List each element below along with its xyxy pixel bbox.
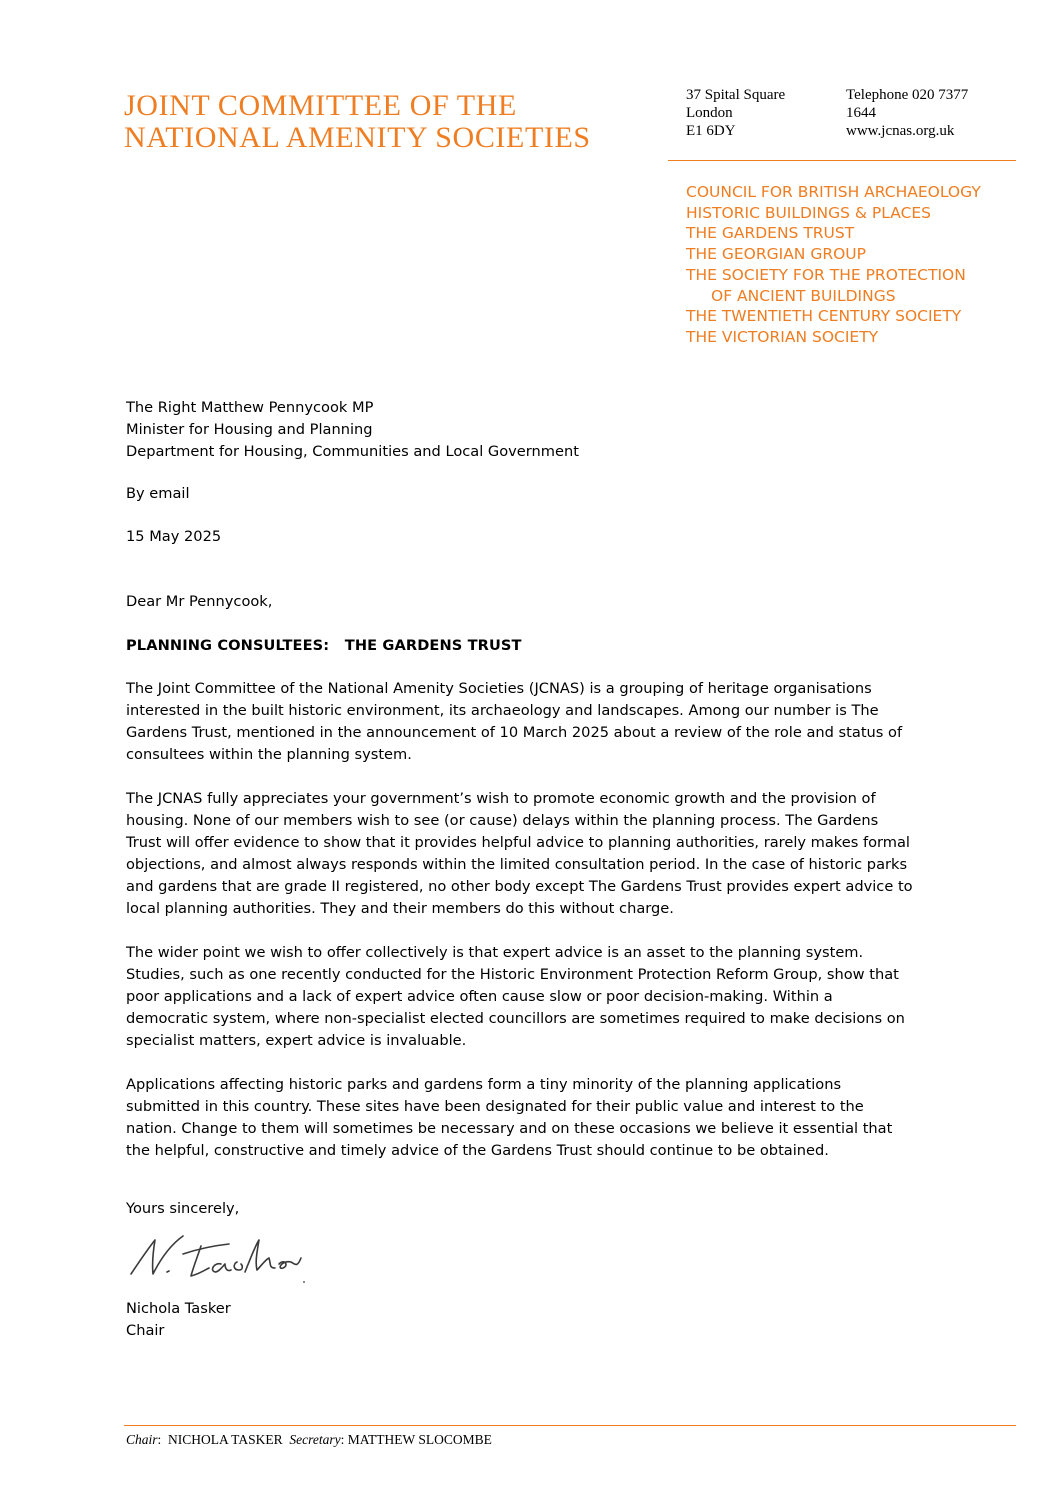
recipient-department: Department for Housing, Communities and Local Government [126,443,579,460]
postal-address [686,86,785,140]
subject-line: PLANNING CONSULTEES: THE GARDENS TRUST [126,637,522,654]
recipient-name: The Right Matthew Pennycook MP [126,399,374,416]
signatory-name: Nichola Tasker [126,1300,231,1317]
organisation-name [124,90,591,154]
member-society: THE GARDENS TRUST [686,224,855,243]
member-society: THE VICTORIAN SOCIETY [686,327,879,346]
member-society: THE TWENTIETH CENTURY SOCIETY [686,307,962,326]
member-society: HISTORIC BUILDINGS & PLACES [686,203,932,222]
secretary-label: Secretary [289,1432,341,1447]
member-society: THE SOCIETY FOR THE PROTECTION [686,265,966,284]
address-line: E1 6DY [686,123,736,139]
member-society: THE GEORGIAN GROUP [686,245,866,264]
letter-date: 15 May 2025 [126,528,222,545]
website-address: www.jcnas.org.uk [846,123,955,139]
body-paragraph: Applications affecting historic parks and gardens form a tiny minority of the planning applications submitted in this country. These sites have been designated for their public value and interest to the nation. Change to them will sometimes be necessary and on these occasions we believe it essential that the helpful, constructive and timely advice of the Gardens Trust should continue to be obtained. [126,1076,893,1159]
chair-label: Chair [126,1432,158,1447]
organisation-name-line-2: NATIONAL AMENITY SOCIETIES [124,121,591,154]
organisation-name-line-1: JOINT COMMITTEE OF THE [124,89,517,122]
address-line: 37 Spital Square [686,87,786,103]
header-divider [668,160,1016,161]
body-paragraph: The Joint Committee of the National Amenity Societies (JCNAS) is a grouping of heritage organisations interested in the built historic environment, its archaeology and landscapes. Among our number is The Gardens Trust, mentioned in the announcement of 10 March 2025 about a review of the role and status of consultees within the planning system. [126,680,903,763]
secretary-name: MATTHEW SLOCOMBE [347,1432,492,1447]
recipient-title: Minister for Housing and Planning [126,421,373,438]
chair-name: NICHOLA TASKER [168,1432,283,1447]
signatory [126,1298,916,1342]
complimentary-close: Yours sincerely, [126,1200,240,1217]
contact-details [846,86,996,140]
body-paragraph: The wider point we wish to offer collectively is that expert advice is an asset to the planning system. Studies, such as one recently conducted for the Historic Environment Protection Reform Group, show that poor applications and a lack of expert advice often cause slow or poor decision-making. Within a democratic system, where non-specialist elected councillors are sometimes required to make decisions on specialist matters, expert advice is invaluable. [126,944,905,1049]
delivery-method: By email [126,485,190,502]
member-society: COUNCIL FOR BRITISH ARCHAEOLOGY [686,183,981,201]
telephone-number: Telephone 020 7377 1644 [846,87,969,121]
footer-officers: Chair: NICHOLA TASKER Secretary: MATTHEW SLOCOMBE [126,1432,492,1447]
member-societies-list [686,182,981,348]
letter-body [126,678,916,1184]
member-society-continuation: OF ANCIENT BUILDINGS [711,286,896,305]
salutation: Dear Mr Pennycook, [126,593,273,610]
footer-divider [124,1425,1016,1426]
signatory-title: Chair [126,1322,165,1339]
handwritten-signature [125,1228,310,1288]
body-paragraph: The JCNAS fully appreciates your government’s wish to promote economic growth and the provision of housing. None of our members wish to see (or cause) delays within the planning process. The Gardens Trust will offer evidence to show that it provides helpful advice to planning authorities, rarely makes formal objections, and almost always responds within the limited consultation period. In the case of historic parks and gardens that are grade II registered, no other body except The Gardens Trust provides expert advice to local planning authorities. They and their members do this without charge. [126,790,913,917]
address-line: London [686,105,733,121]
recipient-address [126,397,916,463]
